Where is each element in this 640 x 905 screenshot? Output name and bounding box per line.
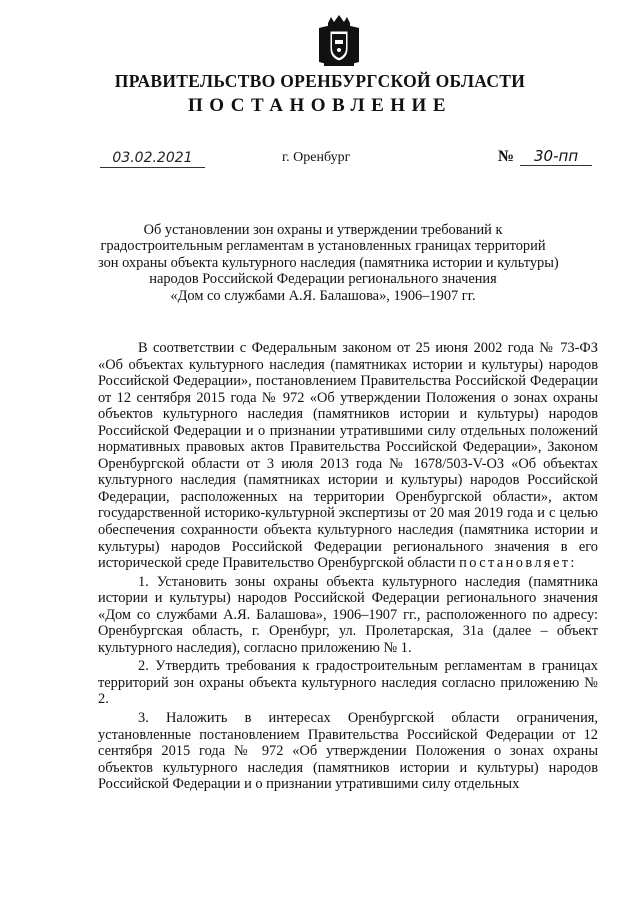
- title-line: зон охраны объекта культурного наследия (памятника истории и культуры): [98, 254, 559, 271]
- organization-name: ПРАВИТЕЛЬСТВО ОРЕНБУРГСКОЙ ОБЛАСТИ: [114, 71, 526, 91]
- number-value: 30-пп: [520, 147, 592, 166]
- title-line: Об установлении зон охраны и утверждении требований к: [143, 222, 503, 238]
- orenburg-coat-of-arms-icon: [316, 14, 362, 68]
- document-title: [98, 222, 559, 304]
- document-body: [98, 340, 598, 793]
- item-2-paragraph: 2. Утвердить требования к градостроительным регламентам в границах территорий зон охраны объекта культурного наследия согласно приложению № 2.: [98, 658, 598, 708]
- item-1-paragraph: 1. Установить зоны охраны объекта культурного наследия (памятника истории и культуры) народов Российской Федерации регионального значения «Дом со службами А.Я. Балашова», 1906–1907 гг., расположенного по адресу: Оренбургская область, г. Оренбург, ул. Пролетарская, 31а (далее – объект культурного наследия), согласно приложению № 1.: [98, 573, 598, 656]
- document-number: [498, 147, 592, 166]
- decree-word: постановляет:: [459, 555, 577, 572]
- document-city: г. Оренбург: [282, 150, 351, 165]
- title-line: «Дом со службами А.Я. Балашова», 1906–1907 гг.: [170, 287, 476, 304]
- item-3-paragraph: 3. Наложить в интересах Оренбургской области ограничения, установленные постановлением Правительства Российской Федерации от 12 сентября 2015 года № 972 «Об утверждении Положения о зонах охраны объектов культурного наследия (памятников истории и культуры) народов Российской Федерации и о признании утратившими силу отдельных: [98, 710, 598, 793]
- preamble-paragraph: [98, 340, 598, 572]
- preamble-text: В соответствии с Федеральным законом от 25 июня 2002 года № 73-ФЗ «Об объектах культурного наследия (памятниках истории и культуры) народов Российской Федерации», постановлением Правительства Российской Федерации от 12 сентября 2015 года № 972 «Об утверждении Положения о зонах охраны объектов культурного наследия (памятников истории и культуры) народов Российской Федерации и о признании утратившими силу отдельных положений нормативных правовых актов Правительства Российской Федерации», Законом Оренбургской области от 3 июля 2013 года № 1678/503-V-ОЗ «Об объектах культурного наследия (памятниках истории и культуры) народов Российской Федерации, расположенных на территории Оренбургской области», актом государственной историко-культурной экспертизы от 20 мая 2019 года и с целью обеспечения сохранности объекта культурного наследия (памятника истории и культуры) народов Российской Федерации регионального значения в его исторической среде Правительство Оренбургской области: [98, 340, 598, 572]
- document-date: 03.02.2021: [100, 150, 205, 168]
- title-line: градостроительным регламентам в установленных границах территорий: [100, 238, 546, 255]
- title-line: народов Российской Федерации регионального значения: [149, 271, 497, 288]
- document-type: ПОСТАНОВЛЕНИЕ: [187, 95, 453, 116]
- number-sign: №: [498, 148, 515, 165]
